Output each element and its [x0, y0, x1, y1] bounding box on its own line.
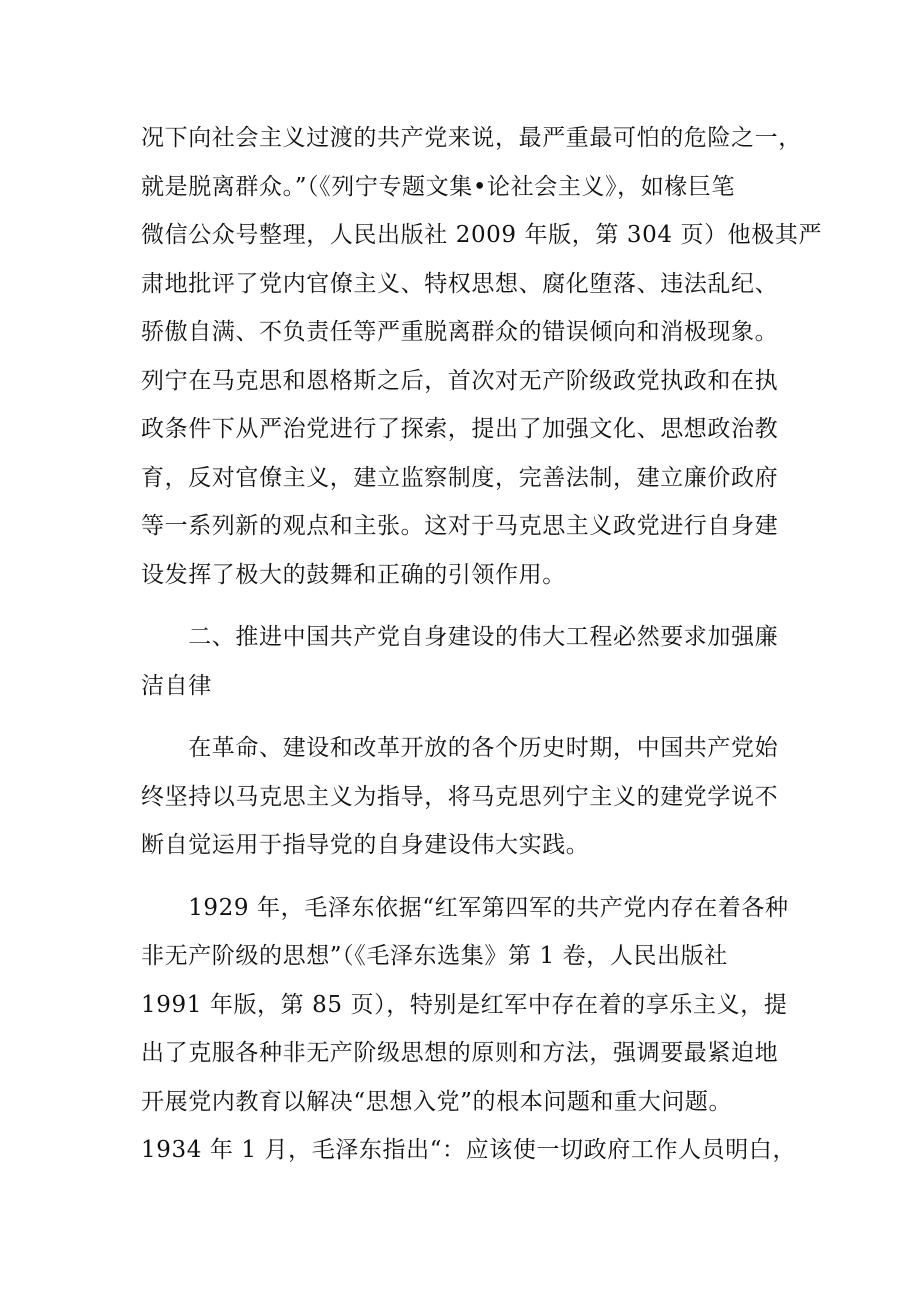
- text-line: 列宁在马克思和恩格斯之后，首次对无产阶级政党执政和在执: [141, 367, 779, 394]
- text-line: 在革命、建设和改革开放的各个历史时期，中国共产党始: [141, 735, 779, 761]
- text-line: 非无产阶级的思想”（《毛泽东选集》第 1 卷，人民出版社: [141, 943, 728, 969]
- text-line: 等一系列新的观点和主张。这对于马克思主义政党进行自身建: [141, 513, 779, 539]
- text-line: 设发挥了极大的鼓舞和正确的引领作用。: [141, 561, 566, 588]
- document-body: [141, 114, 823, 1175]
- text-line: 1929 年，毛泽东依据“红军第四军的共产党内存在着各种: [141, 894, 789, 921]
- text-line: 骄傲自满、不负责任等严重脱离群众的错误倾向和消极现象。: [141, 319, 779, 345]
- text-line: 肃地批评了党内官僚主义、特权思想、腐化堕落、违法乱纪、: [141, 270, 779, 297]
- text-line: 终坚持以马克思主义为指导，将马克思列宁主义的建党学说不: [141, 783, 779, 810]
- text-line: 育，反对官僚主义，建立监察制度，完善法制，建立廉价政府: [141, 464, 779, 491]
- paragraph-gap: [141, 870, 781, 884]
- section-heading: [141, 613, 781, 710]
- text-line: 政条件下从严治党进行了探索，提出了加强文化、思想政治教: [141, 416, 779, 442]
- paragraph-continued: [141, 114, 823, 599]
- paragraph-2: [141, 724, 781, 870]
- text-line: 断自觉运用于指导党的自身建设伟大实践。: [141, 832, 590, 858]
- paragraph-gap: [141, 599, 781, 613]
- text-line: 1991 年版，第 85 页），特别是红军中存在着的享乐主义，提: [141, 991, 788, 1018]
- heading-line: 洁自律: [141, 672, 212, 699]
- heading-line: 二、推进中国共产党自身建设的伟大工程必然要求加强廉: [141, 624, 779, 650]
- text-line: 开展党内教育以解决“思想入党”的根本问题和重大问题。: [141, 1088, 733, 1115]
- text-line: 就是脱离群众。”（《列宁专题文集•论社会主义》，如椽巨笔: [141, 173, 736, 200]
- text-line: 微信公众号整理，人民出版社 2009 年版，第 304 页）他极其严: [141, 222, 823, 248]
- paragraph-gap: [141, 710, 781, 724]
- text-line: 况下向社会主义过渡的共产党来说，最严重最可怕的危险之一，: [141, 125, 802, 151]
- text-line: 1934 年 1 月，毛泽东指出“：应该使一切政府工作人员明白，: [141, 1137, 797, 1163]
- paragraph-3: [141, 884, 797, 1175]
- text-line: 出了克服各种非无产阶级思想的原则和方法，强调要最紧迫地: [141, 1040, 779, 1066]
